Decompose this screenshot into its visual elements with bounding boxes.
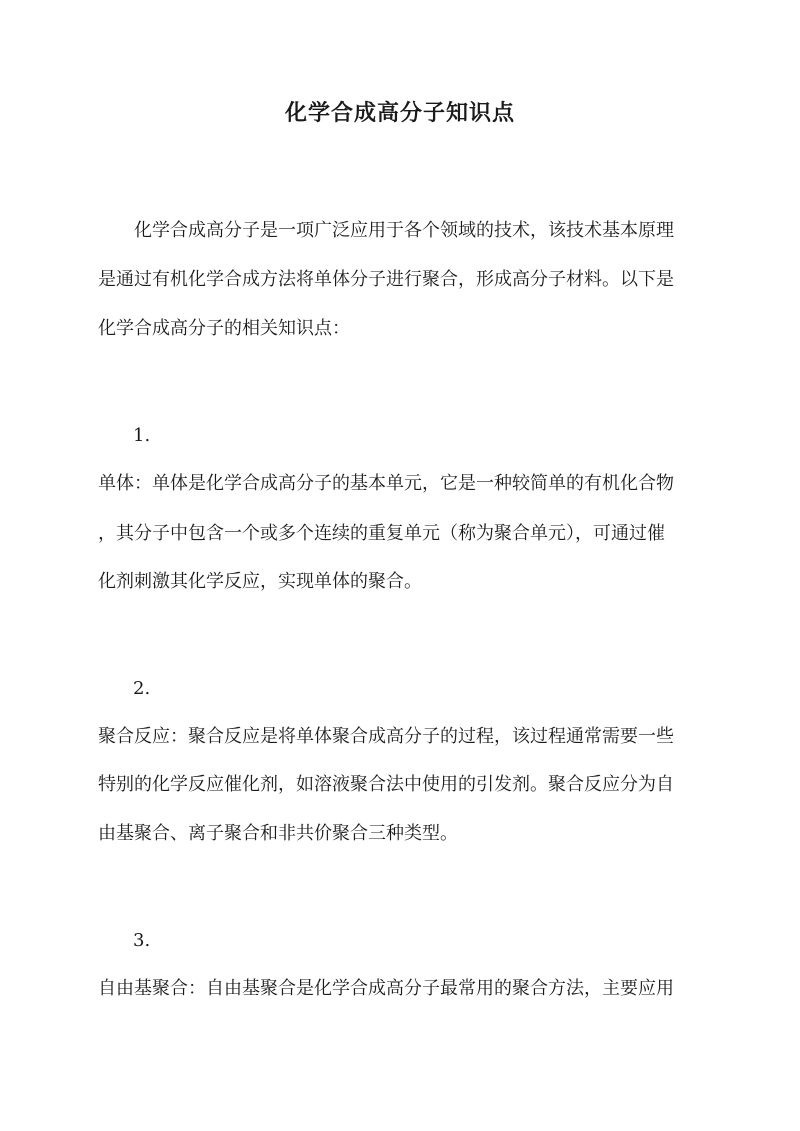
document-title: 化学合成高分子知识点 — [284, 100, 515, 126]
section-3-line-1: 自由基聚合：自由基聚合是化学合成高分子最常用的聚合方法，主要应用 — [98, 978, 674, 999]
section-1-line-1: 单体：单体是化学合成高分子的基本单元，它是一种较简单的有机化合物 — [98, 473, 674, 494]
section-2-number: 2. — [133, 678, 151, 699]
intro-line-2: 是通过有机化学合成方法将单体分子进行聚合，形成高分子材料。以下是 — [98, 269, 674, 290]
intro-line-1: 化学合成高分子是一项广泛应用于各个领域的技术，该技术基本原理 — [134, 220, 674, 241]
section-3-number: 3. — [133, 930, 151, 951]
section-2-line-1: 聚合反应：聚合反应是将单体聚合成高分子的过程，该过程通常需要一些 — [98, 726, 674, 747]
section-2-line-2: 特别的化学反应催化剂，如溶液聚合法中使用的引发剂。聚合反应分为自 — [98, 774, 674, 795]
section-2-line-3: 由基聚合、离子聚合和非共价聚合三种类型。 — [98, 823, 458, 844]
section-1-line-2: ，其分子中包含一个或多个连续的重复单元（称为聚合单元），可通过催 — [98, 523, 665, 544]
section-1-number: 1. — [133, 425, 151, 446]
section-1-line-3: 化剂刺激其化学反应，实现单体的聚合。 — [98, 571, 422, 592]
intro-line-3: 化学合成高分子的相关知识点： — [98, 318, 350, 339]
